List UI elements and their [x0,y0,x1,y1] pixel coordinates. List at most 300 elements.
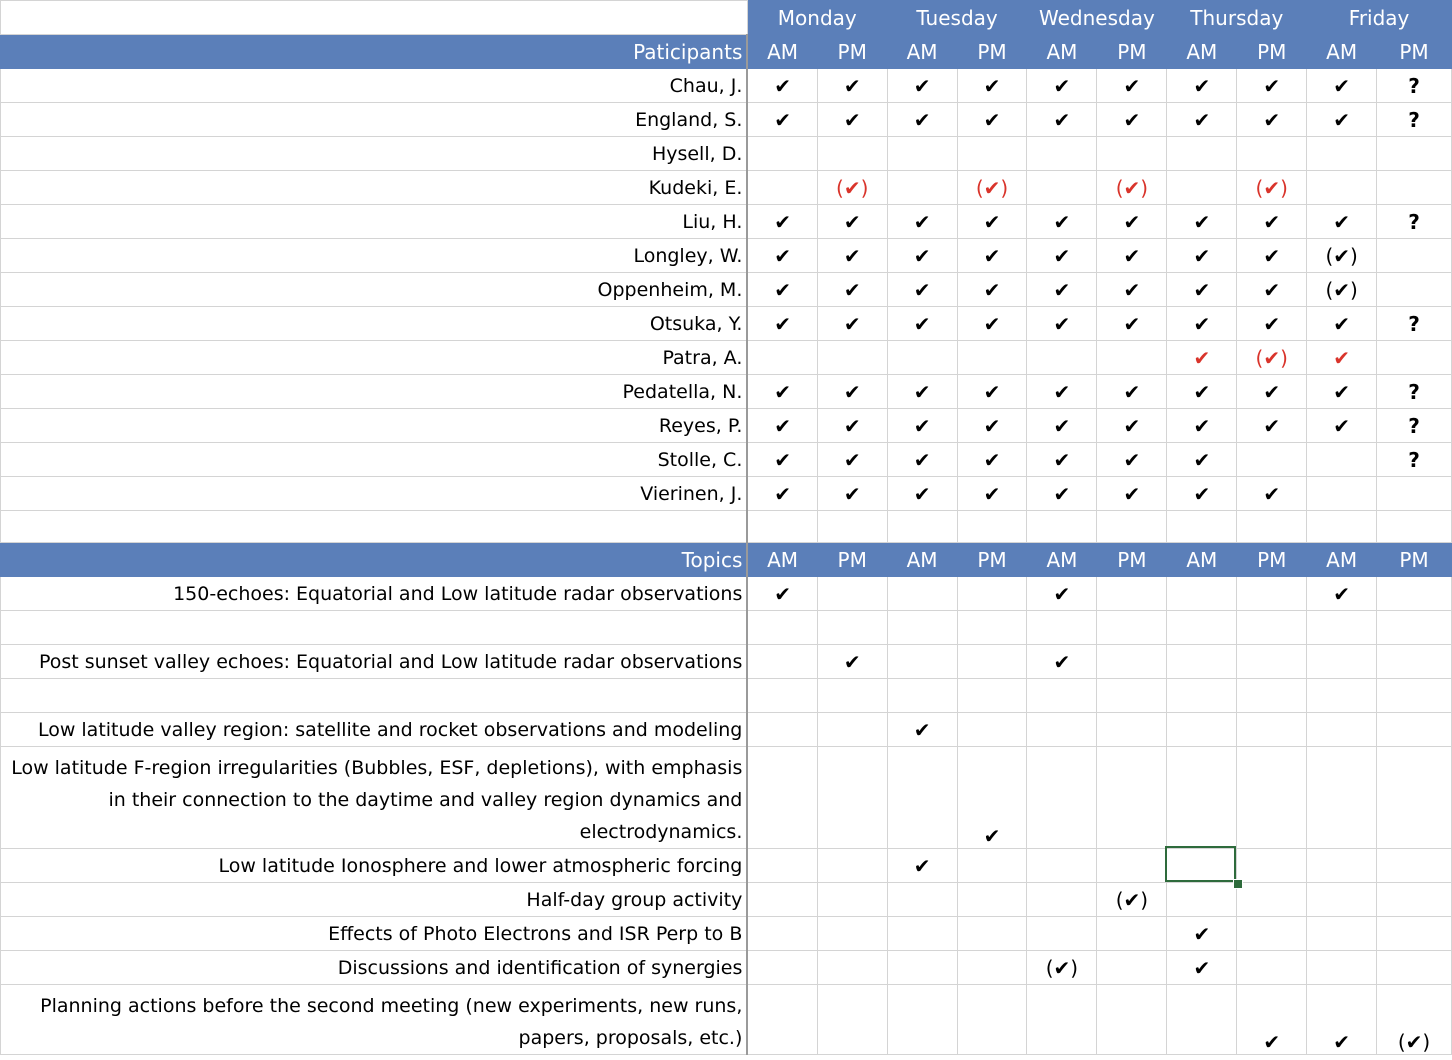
topic-cell[interactable] [1237,849,1307,883]
availability-cell[interactable]: (✔) [1097,171,1167,205]
availability-cell[interactable]: ✔ [1307,341,1377,375]
availability-cell[interactable]: ✔ [1237,273,1307,307]
availability-cell[interactable]: ✔ [1027,443,1097,477]
availability-cell[interactable]: ✔ [1027,205,1097,239]
availability-cell[interactable]: ✔ [1097,205,1167,239]
topic-cell[interactable] [1027,679,1097,713]
availability-cell[interactable]: ? [1377,375,1452,409]
topics-header[interactable]: Topics [1,543,748,577]
blank-label-cell[interactable] [1,511,748,543]
topic-cell[interactable] [887,611,957,645]
topic-cell[interactable]: ✔ [1027,645,1097,679]
availability-cell[interactable]: ✔ [957,477,1027,511]
availability-cell[interactable] [1167,137,1237,171]
blank-cell[interactable] [1307,511,1377,543]
availability-cell[interactable]: ✔ [1167,103,1237,137]
availability-cell[interactable]: ✔ [887,239,957,273]
availability-cell[interactable] [1377,273,1452,307]
blank-cell[interactable] [1377,511,1452,543]
topic-cell[interactable] [1167,883,1237,917]
availability-cell[interactable]: ✔ [887,307,957,341]
availability-cell[interactable]: ✔ [1167,443,1237,477]
availability-cell[interactable]: ✔ [747,205,817,239]
topic-cell[interactable] [1307,713,1377,747]
availability-cell[interactable]: ✔ [957,273,1027,307]
availability-cell[interactable]: ✔ [817,273,887,307]
topic-cell[interactable] [1237,713,1307,747]
availability-cell[interactable]: ✔ [1307,103,1377,137]
topic-cell[interactable]: ✔ [1307,577,1377,611]
availability-cell[interactable] [817,137,887,171]
availability-cell[interactable]: ✔ [1027,103,1097,137]
topic-cell[interactable] [747,985,817,1055]
availability-cell[interactable] [1097,341,1167,375]
availability-cell[interactable]: ✔ [747,239,817,273]
availability-cell[interactable]: ✔ [1097,375,1167,409]
availability-cell[interactable]: ✔ [747,443,817,477]
participant-name[interactable]: Hysell, D. [1,137,748,171]
availability-cell[interactable] [817,341,887,375]
availability-cell[interactable]: ✔ [817,69,887,103]
availability-cell[interactable]: ✔ [957,307,1027,341]
availability-cell[interactable]: ✔ [1167,375,1237,409]
availability-cell[interactable] [1307,171,1377,205]
topic-cell[interactable] [1027,985,1097,1055]
availability-cell[interactable]: ✔ [957,69,1027,103]
topic-cell[interactable] [1307,849,1377,883]
availability-cell[interactable] [747,341,817,375]
topic-cell[interactable] [1167,747,1237,849]
participant-name[interactable]: Reyes, P. [1,409,748,443]
topic-cell[interactable] [1377,645,1452,679]
topic-cell[interactable]: (✔) [1097,883,1167,917]
slot-header[interactable]: PM [1097,543,1167,577]
participant-name[interactable]: England, S. [1,103,748,137]
topic-cell[interactable] [1307,679,1377,713]
fill-handle[interactable] [1233,879,1243,889]
topic-cell[interactable] [887,679,957,713]
availability-cell[interactable]: ✔ [1237,103,1307,137]
slot-header[interactable]: PM [957,543,1027,577]
topic-label[interactable]: Low latitude Ionosphere and lower atmospheric forcing [1,849,748,883]
topic-cell[interactable] [747,713,817,747]
availability-cell[interactable] [747,137,817,171]
availability-cell[interactable]: ? [1377,69,1452,103]
topic-cell[interactable] [1377,849,1452,883]
topic-cell[interactable]: ✔ [1027,577,1097,611]
availability-cell[interactable]: (✔) [957,171,1027,205]
availability-cell[interactable]: ✔ [1237,69,1307,103]
slot-header[interactable]: AM [1167,35,1237,69]
topic-cell[interactable] [1027,713,1097,747]
topic-cell[interactable] [817,849,887,883]
topic-cell[interactable] [1307,611,1377,645]
availability-cell[interactable]: ? [1377,103,1452,137]
topic-cell[interactable] [747,645,817,679]
topic-cell[interactable] [1097,917,1167,951]
availability-cell[interactable]: ✔ [1097,409,1167,443]
slot-header[interactable]: PM [817,35,887,69]
topic-cell[interactable] [887,577,957,611]
topic-cell[interactable] [957,611,1027,645]
availability-cell[interactable]: ✔ [1027,69,1097,103]
participant-name[interactable]: Kudeki, E. [1,171,748,205]
participant-name[interactable]: Vierinen, J. [1,477,748,511]
availability-cell[interactable] [1097,137,1167,171]
slot-header[interactable]: PM [1237,543,1307,577]
topic-cell[interactable] [1237,611,1307,645]
availability-cell[interactable]: ✔ [817,409,887,443]
availability-cell[interactable]: ✔ [1027,239,1097,273]
availability-cell[interactable]: (✔) [1307,273,1377,307]
availability-cell[interactable]: ✔ [1307,205,1377,239]
availability-cell[interactable]: ✔ [1237,307,1307,341]
topic-cell[interactable] [1097,713,1167,747]
topic-cell[interactable] [1167,645,1237,679]
topic-cell[interactable] [747,679,817,713]
topic-cell[interactable] [1377,577,1452,611]
availability-cell[interactable] [1307,443,1377,477]
topic-cell[interactable] [957,713,1027,747]
topic-cell[interactable] [1237,679,1307,713]
topic-cell[interactable] [817,679,887,713]
availability-cell[interactable]: ✔ [747,103,817,137]
availability-cell[interactable]: ✔ [1027,307,1097,341]
topic-cell[interactable]: ✔ [887,849,957,883]
availability-cell[interactable] [957,137,1027,171]
topic-cell[interactable] [957,679,1027,713]
topic-cell[interactable] [1097,985,1167,1055]
topic-label[interactable] [1,611,748,645]
availability-cell[interactable]: (✔) [1237,171,1307,205]
topic-cell[interactable] [747,611,817,645]
blank-cell[interactable] [1167,511,1237,543]
topic-label[interactable]: Half-day group activity [1,883,748,917]
availability-cell[interactable]: ✔ [817,103,887,137]
availability-cell[interactable] [747,171,817,205]
day-header-monday[interactable]: Monday [747,1,887,35]
topic-label[interactable]: Low latitude F-region irregularities (Bubbles, ESF, depletions), with emphasis in their connection to the daytime and valley region dynamics and electrodynamics. [1,747,748,849]
topic-cell[interactable] [747,883,817,917]
availability-cell[interactable]: ✔ [957,103,1027,137]
availability-cell[interactable]: (✔) [1237,341,1307,375]
availability-cell[interactable]: ✔ [957,443,1027,477]
availability-cell[interactable]: ✔ [747,307,817,341]
topic-cell[interactable] [1027,611,1097,645]
availability-cell[interactable] [1027,137,1097,171]
participant-name[interactable]: Pedatella, N. [1,375,748,409]
topic-cell[interactable] [817,951,887,985]
participant-name[interactable]: Patra, A. [1,341,748,375]
availability-cell[interactable] [1027,171,1097,205]
topic-cell[interactable] [1027,917,1097,951]
topic-cell[interactable]: ✔ [747,577,817,611]
availability-cell[interactable]: ✔ [747,375,817,409]
topic-cell[interactable]: (✔) [1027,951,1097,985]
availability-cell[interactable]: ✔ [1097,273,1167,307]
topic-cell[interactable] [747,849,817,883]
topic-cell[interactable] [887,951,957,985]
availability-cell[interactable]: ✔ [957,205,1027,239]
availability-cell[interactable]: ✔ [1237,477,1307,511]
topic-label[interactable] [1,679,748,713]
topic-cell[interactable] [1377,713,1452,747]
participant-name[interactable]: Liu, H. [1,205,748,239]
availability-cell[interactable]: ✔ [1167,239,1237,273]
topic-label[interactable]: Effects of Photo Electrons and ISR Perp to B [1,917,748,951]
availability-cell[interactable] [1377,239,1452,273]
topic-cell[interactable] [1097,679,1167,713]
topic-cell[interactable]: (✔) [1377,985,1452,1055]
participant-name[interactable]: Stolle, C. [1,443,748,477]
slot-header[interactable]: PM [817,543,887,577]
availability-cell[interactable]: ✔ [747,69,817,103]
selected-cell[interactable] [1165,846,1236,882]
topic-cell[interactable] [1377,917,1452,951]
topic-cell[interactable] [1237,917,1307,951]
topic-cell[interactable] [1307,645,1377,679]
availability-cell[interactable] [1377,137,1452,171]
topic-cell[interactable] [1237,645,1307,679]
availability-cell[interactable]: ✔ [1027,375,1097,409]
availability-cell[interactable]: ✔ [1167,409,1237,443]
availability-cell[interactable]: ✔ [1307,69,1377,103]
availability-cell[interactable]: ✔ [1097,443,1167,477]
availability-cell[interactable] [1237,137,1307,171]
topic-label[interactable]: Post sunset valley echoes: Equatorial and Low latitude radar observations [1,645,748,679]
availability-cell[interactable]: ✔ [1097,239,1167,273]
blank-cell[interactable] [887,511,957,543]
availability-cell[interactable]: ? [1377,443,1452,477]
availability-cell[interactable] [1237,443,1307,477]
topic-cell[interactable] [747,747,817,849]
availability-cell[interactable] [1377,171,1452,205]
availability-cell[interactable]: ✔ [1167,69,1237,103]
availability-cell[interactable]: ✔ [1167,477,1237,511]
availability-cell[interactable]: ✔ [1307,409,1377,443]
topic-cell[interactable] [817,883,887,917]
availability-cell[interactable] [1307,477,1377,511]
availability-cell[interactable]: ? [1377,205,1452,239]
availability-cell[interactable] [1167,171,1237,205]
availability-cell[interactable] [887,137,957,171]
topic-cell[interactable] [1307,917,1377,951]
topic-cell[interactable] [817,917,887,951]
availability-cell[interactable]: ✔ [887,205,957,239]
availability-cell[interactable] [1377,477,1452,511]
availability-cell[interactable]: ✔ [1237,409,1307,443]
slot-header[interactable]: PM [1377,543,1452,577]
topic-cell[interactable] [957,645,1027,679]
day-header-friday[interactable]: Friday [1307,1,1452,35]
topic-cell[interactable] [1377,611,1452,645]
topic-cell[interactable] [1237,577,1307,611]
availability-cell[interactable]: ✔ [817,307,887,341]
topic-cell[interactable]: ✔ [1307,985,1377,1055]
availability-cell[interactable]: ✔ [1167,273,1237,307]
availability-cell[interactable]: ✔ [817,443,887,477]
day-header-tuesday[interactable]: Tuesday [887,1,1027,35]
topic-cell[interactable] [817,577,887,611]
participants-header[interactable]: Paticipants [1,35,748,69]
topic-cell[interactable] [817,985,887,1055]
topic-cell[interactable] [1307,883,1377,917]
topic-cell[interactable] [1167,679,1237,713]
topic-label[interactable]: 150-echoes: Equatorial and Low latitude radar observations [1,577,748,611]
topic-cell[interactable] [1097,645,1167,679]
availability-cell[interactable]: ✔ [957,239,1027,273]
topic-cell[interactable] [1027,849,1097,883]
topic-label[interactable]: Low latitude valley region: satellite and rocket observations and modeling [1,713,748,747]
slot-header[interactable]: AM [1027,35,1097,69]
topic-cell[interactable]: ✔ [1237,985,1307,1055]
availability-cell[interactable]: ✔ [957,409,1027,443]
availability-cell[interactable]: ✔ [747,477,817,511]
topic-cell[interactable] [1377,679,1452,713]
availability-cell[interactable]: ✔ [887,375,957,409]
availability-cell[interactable]: ✔ [1237,375,1307,409]
participant-name[interactable]: Longley, W. [1,239,748,273]
availability-cell[interactable]: ✔ [887,443,957,477]
participant-name[interactable]: Chau, J. [1,69,748,103]
topic-cell[interactable] [1097,577,1167,611]
availability-cell[interactable]: ✔ [817,205,887,239]
topic-cell[interactable] [887,883,957,917]
availability-cell[interactable] [887,341,957,375]
slot-header[interactable]: AM [747,543,817,577]
topic-cell[interactable] [957,577,1027,611]
availability-cell[interactable] [887,171,957,205]
availability-cell[interactable]: ✔ [747,273,817,307]
blank-cell[interactable] [957,511,1027,543]
slot-header[interactable]: AM [747,35,817,69]
availability-cell[interactable]: ✔ [1097,103,1167,137]
topic-cell[interactable] [1027,883,1097,917]
availability-cell[interactable] [1307,137,1377,171]
day-header-thursday[interactable]: Thursday [1167,1,1307,35]
topic-cell[interactable] [887,747,957,849]
topic-cell[interactable]: ✔ [1167,951,1237,985]
availability-cell[interactable]: ✔ [1027,477,1097,511]
slot-header[interactable]: PM [1237,35,1307,69]
availability-cell[interactable]: ✔ [1097,307,1167,341]
slot-header[interactable]: AM [887,35,957,69]
topic-cell[interactable] [1167,985,1237,1055]
availability-cell[interactable] [957,341,1027,375]
availability-cell[interactable] [1377,341,1452,375]
topic-cell[interactable] [1377,747,1452,849]
topic-cell[interactable] [817,747,887,849]
availability-cell[interactable]: ✔ [817,239,887,273]
topic-cell[interactable] [1167,713,1237,747]
slot-header[interactable]: PM [957,35,1027,69]
availability-cell[interactable]: ✔ [1307,307,1377,341]
topic-cell[interactable] [957,849,1027,883]
availability-cell[interactable]: ✔ [887,477,957,511]
availability-cell[interactable]: ? [1377,307,1452,341]
availability-cell[interactable]: ✔ [1237,239,1307,273]
topic-cell[interactable]: ✔ [1167,917,1237,951]
availability-cell[interactable]: ✔ [1097,477,1167,511]
topic-cell[interactable] [1237,747,1307,849]
availability-cell[interactable]: ✔ [887,103,957,137]
topic-cell[interactable]: ✔ [957,747,1027,849]
topic-label[interactable]: Discussions and identification of synergies [1,951,748,985]
slot-header[interactable]: AM [887,543,957,577]
topic-cell[interactable] [1167,577,1237,611]
availability-cell[interactable]: (✔) [817,171,887,205]
slot-header[interactable]: AM [1307,35,1377,69]
availability-cell[interactable]: ✔ [887,69,957,103]
availability-cell[interactable]: ✔ [1307,375,1377,409]
availability-cell[interactable]: ✔ [1167,307,1237,341]
topic-cell[interactable] [1027,747,1097,849]
topic-cell[interactable] [957,917,1027,951]
topic-cell[interactable] [1167,611,1237,645]
slot-header[interactable]: AM [1167,543,1237,577]
participant-name[interactable]: Oppenheim, M. [1,273,748,307]
topic-label[interactable]: Planning actions before the second meeting (new experiments, new runs, papers, proposals, etc.) [1,985,748,1055]
availability-cell[interactable]: ? [1377,409,1452,443]
slot-header[interactable]: PM [1097,35,1167,69]
topic-cell[interactable]: ✔ [887,713,957,747]
topic-cell[interactable] [1237,951,1307,985]
topic-cell[interactable] [957,883,1027,917]
topic-cell[interactable] [1377,883,1452,917]
blank-cell[interactable] [1027,511,1097,543]
availability-cell[interactable]: ✔ [1167,205,1237,239]
slot-header[interactable]: PM [1377,35,1452,69]
topic-cell[interactable] [887,917,957,951]
availability-cell[interactable]: ✔ [1167,341,1237,375]
topic-cell[interactable] [1377,951,1452,985]
topic-cell[interactable] [1097,951,1167,985]
topic-cell[interactable] [887,645,957,679]
corner-cell[interactable] [1,1,748,35]
blank-cell[interactable] [1237,511,1307,543]
availability-cell[interactable]: ✔ [817,477,887,511]
topic-cell[interactable] [957,985,1027,1055]
topic-cell[interactable] [747,917,817,951]
availability-cell[interactable] [1027,341,1097,375]
blank-cell[interactable] [817,511,887,543]
topic-cell[interactable] [957,951,1027,985]
topic-cell[interactable] [1307,951,1377,985]
topic-cell[interactable]: ✔ [817,645,887,679]
day-header-wednesday[interactable]: Wednesday [1027,1,1167,35]
availability-cell[interactable]: ✔ [817,375,887,409]
blank-cell[interactable] [1097,511,1167,543]
topic-cell[interactable] [887,985,957,1055]
topic-cell[interactable] [1237,883,1307,917]
availability-cell[interactable]: ✔ [887,273,957,307]
slot-header[interactable]: AM [1307,543,1377,577]
availability-cell[interactable]: ✔ [1237,205,1307,239]
blank-cell[interactable] [747,511,817,543]
slot-header[interactable]: AM [1027,543,1097,577]
availability-cell[interactable]: ✔ [1027,273,1097,307]
availability-cell[interactable]: ✔ [747,409,817,443]
topic-cell[interactable] [1097,747,1167,849]
participant-name[interactable]: Otsuka, Y. [1,307,748,341]
availability-cell[interactable]: ✔ [887,409,957,443]
topic-cell[interactable] [817,611,887,645]
topic-cell[interactable] [1097,611,1167,645]
topic-cell[interactable] [747,951,817,985]
availability-cell[interactable]: ✔ [1097,69,1167,103]
availability-cell[interactable]: ✔ [1027,409,1097,443]
topic-cell[interactable] [1097,849,1167,883]
